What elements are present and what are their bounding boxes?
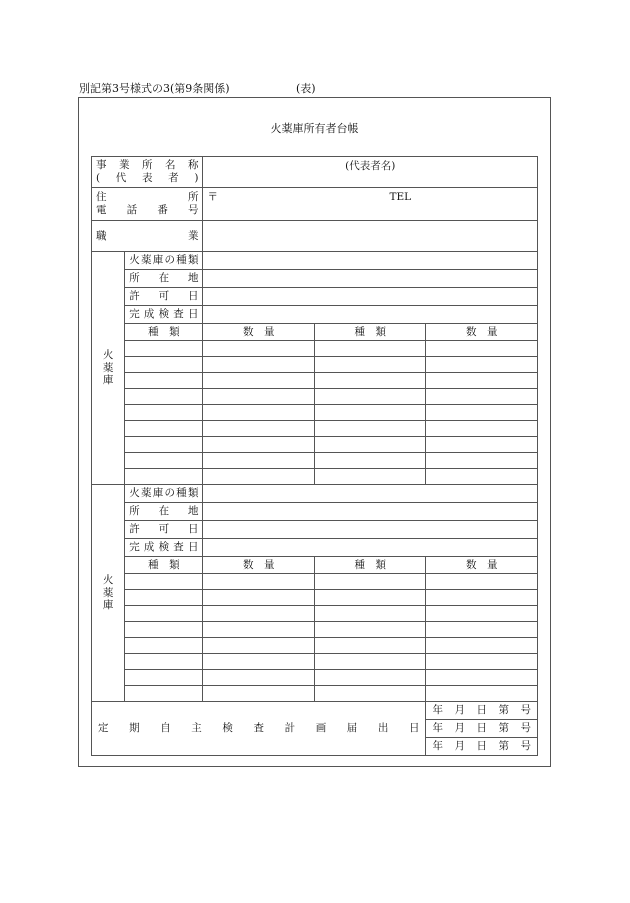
column-kind: 種 類 <box>314 557 426 574</box>
kind-cell[interactable] <box>314 469 426 485</box>
quantity-cell[interactable] <box>203 373 315 389</box>
storehouse-2-permit-label: 許可日 <box>125 521 203 539</box>
quantity-cell[interactable] <box>203 437 315 453</box>
storehouse-1-type-field[interactable] <box>203 252 538 270</box>
kind-cell[interactable] <box>125 686 203 702</box>
storehouse-1-permit-row <box>92 288 538 306</box>
storehouse-2-inspection-field[interactable] <box>203 539 538 557</box>
quantity-cell[interactable] <box>426 590 538 606</box>
storehouse-1-inspection-field[interactable] <box>203 306 538 324</box>
quantity-cell[interactable] <box>203 389 315 405</box>
storehouse-1-permit-label: 許可日 <box>125 288 203 306</box>
quantity-cell[interactable] <box>426 405 538 421</box>
table-row <box>92 574 538 590</box>
kind-cell[interactable] <box>125 638 203 654</box>
representative-name-label: (代表者名) <box>345 160 396 172</box>
kind-cell[interactable] <box>314 590 426 606</box>
quantity-cell[interactable] <box>426 437 538 453</box>
kind-cell[interactable] <box>314 638 426 654</box>
quantity-cell[interactable] <box>426 389 538 405</box>
quantity-cell[interactable] <box>203 405 315 421</box>
column-quantity: 数 量 <box>203 324 315 341</box>
inspection-date-field-1[interactable]: 年 月 日 第 号 <box>426 702 538 720</box>
representative-label: (代表者) <box>96 172 199 184</box>
quantity-cell[interactable] <box>203 654 315 670</box>
quantity-cell[interactable] <box>426 421 538 437</box>
form-number: 別記第3号様式の3(第9条関係) <box>79 82 230 95</box>
tel-label: TEL <box>389 191 412 203</box>
column-quantity: 数 量 <box>203 557 315 574</box>
table-row <box>92 670 538 686</box>
storehouse-1-inspection-label: 完成検査日 <box>125 306 203 324</box>
quantity-cell[interactable] <box>203 590 315 606</box>
column-kind: 種 類 <box>125 557 203 574</box>
table-row <box>92 590 538 606</box>
quantity-cell[interactable] <box>203 574 315 590</box>
kind-cell[interactable] <box>314 437 426 453</box>
kind-cell[interactable] <box>125 389 203 405</box>
kind-cell[interactable] <box>314 622 426 638</box>
inspection-label-cell <box>92 702 426 756</box>
phone-label: 電話番号 <box>96 204 199 216</box>
occupation-label: 職 業 <box>96 229 199 242</box>
kind-cell[interactable] <box>314 373 426 389</box>
storehouse-2-label: 火 薬 庫 <box>92 485 125 702</box>
kind-cell[interactable] <box>125 574 203 590</box>
quantity-cell[interactable] <box>426 341 538 357</box>
table-row <box>92 437 538 453</box>
kind-cell[interactable] <box>314 405 426 421</box>
quantity-cell[interactable] <box>426 670 538 686</box>
storehouse-2-type-label: 火薬庫の種類 <box>125 485 203 503</box>
kind-cell[interactable] <box>125 654 203 670</box>
kind-cell[interactable] <box>125 622 203 638</box>
table-row <box>92 654 538 670</box>
table-row <box>92 389 538 405</box>
table-row <box>92 622 538 638</box>
quantity-cell[interactable] <box>203 421 315 437</box>
address-field[interactable] <box>203 188 538 221</box>
quantity-cell[interactable] <box>426 606 538 622</box>
quantity-cell[interactable] <box>203 686 315 702</box>
quantity-cell[interactable] <box>426 373 538 389</box>
table-row <box>92 686 538 702</box>
quantity-cell[interactable] <box>426 654 538 670</box>
quantity-cell[interactable] <box>203 670 315 686</box>
kind-cell[interactable] <box>125 421 203 437</box>
address-label-cell <box>92 188 203 221</box>
quantity-cell[interactable] <box>426 622 538 638</box>
quantity-cell[interactable] <box>203 357 315 373</box>
kind-cell[interactable] <box>125 670 203 686</box>
occupation-label-cell <box>92 221 203 252</box>
inspection-date-field-2[interactable]: 年 月 日 第 号 <box>426 720 538 738</box>
kind-cell[interactable] <box>314 606 426 622</box>
quantity-cell[interactable] <box>203 453 315 469</box>
table-row <box>92 469 538 485</box>
storehouse-1-location-label: 所在地 <box>125 270 203 288</box>
storehouse-2-location-field[interactable] <box>203 503 538 521</box>
storehouse-1-location-row <box>92 270 538 288</box>
storehouse-2-permit-row <box>92 521 538 539</box>
kind-cell[interactable] <box>314 574 426 590</box>
quantity-cell[interactable] <box>426 686 538 702</box>
kind-cell[interactable] <box>314 670 426 686</box>
form-side-label: (表) <box>296 82 316 95</box>
storehouse-2-permit-field[interactable] <box>203 521 538 539</box>
kind-cell[interactable] <box>314 453 426 469</box>
table-row <box>92 606 538 622</box>
column-kind: 種 類 <box>125 324 203 341</box>
storehouse-1-inspection-row <box>92 306 538 324</box>
business-name-row <box>92 157 538 188</box>
kind-cell[interactable] <box>314 654 426 670</box>
inspection-date-field-3[interactable]: 年 月 日 第 号 <box>426 738 538 756</box>
storehouse-1-type-label: 火薬庫の種類 <box>125 252 203 270</box>
page-title: 火薬庫所有者台帳 <box>270 122 359 135</box>
inspection-label: 定期自主検査計画届出日 <box>98 722 420 735</box>
column-kind: 種 類 <box>314 324 426 341</box>
quantity-cell[interactable] <box>203 341 315 357</box>
storehouse-2-location-row <box>92 503 538 521</box>
column-quantity: 数 量 <box>426 557 538 574</box>
quantity-cell[interactable] <box>203 469 315 485</box>
quantity-cell[interactable] <box>426 574 538 590</box>
table-row <box>92 453 538 469</box>
column-quantity: 数 量 <box>426 324 538 341</box>
kind-cell[interactable] <box>314 421 426 437</box>
quantity-cell[interactable] <box>203 606 315 622</box>
kind-cell[interactable] <box>125 606 203 622</box>
storehouse-2-inspection-label: 完成検査日 <box>125 539 203 557</box>
postal-mark: 〒 <box>207 191 218 203</box>
table-row <box>92 638 538 654</box>
storehouse-2-location-label: 所在地 <box>125 503 203 521</box>
storehouse-1-type-row <box>92 252 538 270</box>
kind-cell[interactable] <box>314 389 426 405</box>
table-row <box>92 405 538 421</box>
table-row <box>92 357 538 373</box>
kind-cell[interactable] <box>314 357 426 373</box>
quantity-cell[interactable] <box>426 357 538 373</box>
business-name-field[interactable] <box>203 157 538 188</box>
kind-cell[interactable] <box>125 373 203 389</box>
ledger-form <box>91 156 538 756</box>
kind-cell[interactable] <box>314 686 426 702</box>
kind-cell[interactable] <box>125 590 203 606</box>
storehouse-2-type-row <box>92 485 538 503</box>
business-name-label: 事業所名称 <box>96 159 199 172</box>
kind-cell[interactable] <box>125 341 203 357</box>
kind-cell[interactable] <box>125 405 203 421</box>
address-label: 住 所 <box>96 191 199 204</box>
storehouse-2-inspection-row <box>92 539 538 557</box>
quantity-cell[interactable] <box>203 638 315 654</box>
quantity-cell[interactable] <box>426 469 538 485</box>
storehouse-1-location-field[interactable] <box>203 270 538 288</box>
storehouse-1-permit-field[interactable] <box>203 288 538 306</box>
quantity-cell[interactable] <box>426 638 538 654</box>
storehouse-2-type-field[interactable] <box>203 485 538 503</box>
kind-cell[interactable] <box>125 469 203 485</box>
quantity-cell[interactable] <box>203 622 315 638</box>
business-name-label-cell <box>92 157 203 188</box>
kind-cell[interactable] <box>125 437 203 453</box>
kind-cell[interactable] <box>125 357 203 373</box>
table-row <box>92 373 538 389</box>
storehouse-2-column-header <box>92 557 538 574</box>
kind-cell[interactable] <box>314 341 426 357</box>
table-row <box>92 341 538 357</box>
occupation-row <box>92 221 538 252</box>
table-row <box>92 421 538 437</box>
address-row <box>92 188 538 221</box>
inspection-row-1 <box>92 702 538 720</box>
storehouse-1-column-header <box>92 324 538 341</box>
kind-cell[interactable] <box>125 453 203 469</box>
quantity-cell[interactable] <box>426 453 538 469</box>
occupation-field[interactable] <box>203 221 538 252</box>
storehouse-1-label: 火 薬 庫 <box>92 252 125 485</box>
